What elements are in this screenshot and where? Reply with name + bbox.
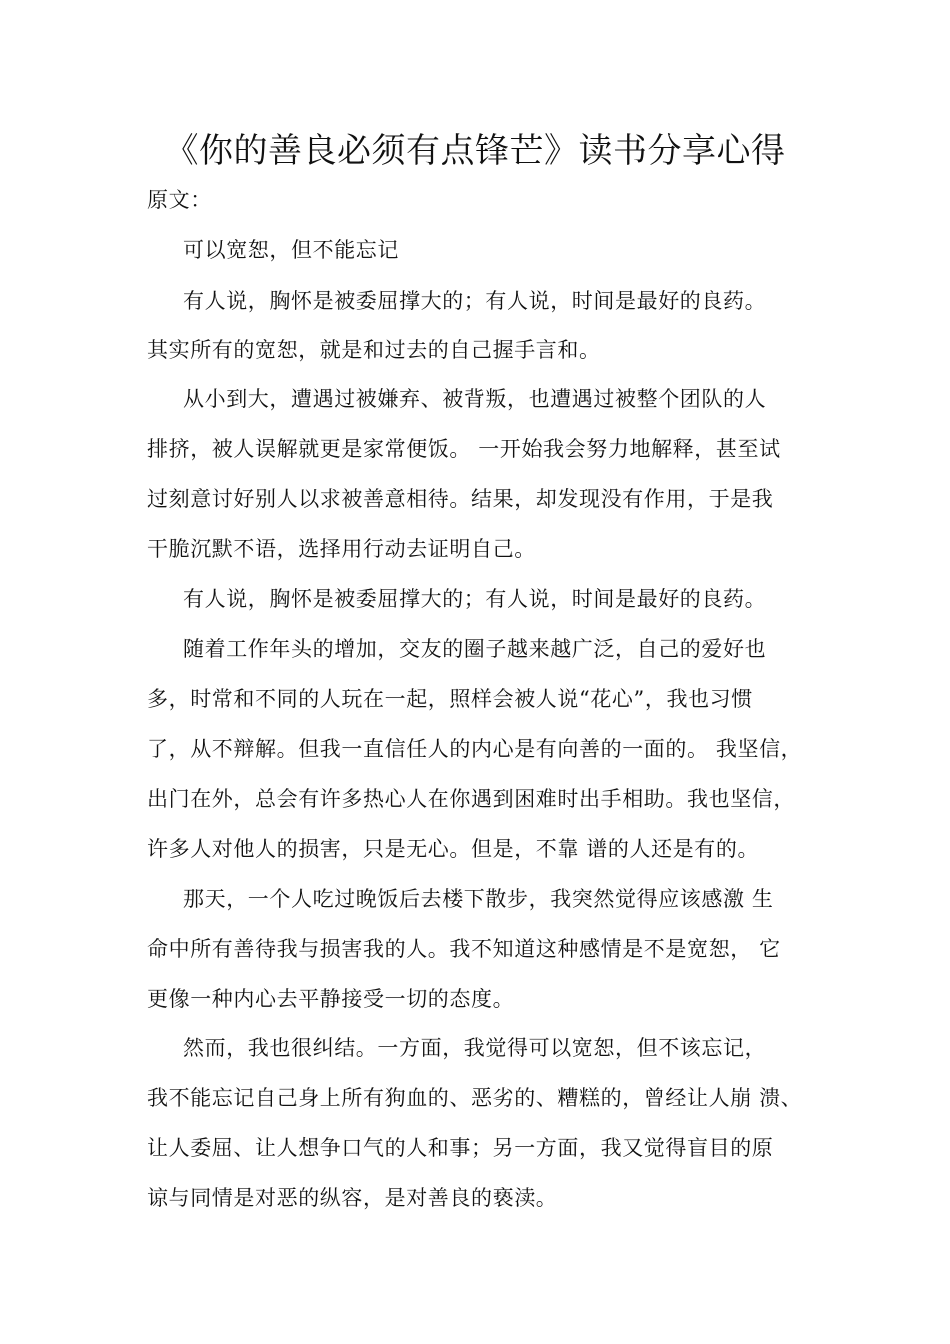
text-line: 更像一种内心去平静接受一切的态度。 (147, 987, 515, 1011)
text-line: 那天，一个人吃过晚饭后去楼下散步，我突然觉得应该感激 生 (183, 887, 774, 911)
text-line: 命中所有善待我与损害我的人。我不知道这种感情是不是宽恕， 它 (147, 937, 781, 961)
text-line: 了，从不辩解。但我一直信任人的内心是有向善的一面的。 我坚信， (147, 737, 803, 761)
text-line: 我不能忘记自己身上所有狗血的、恶劣的、糟糕的，曾经让人崩 溃、 (147, 1086, 803, 1110)
text-line: 可以宽恕，但不能忘记 (183, 238, 399, 262)
text-line: 多，时常和不同的人玩在一起，照样会被人说“花心”，我也习惯 (147, 687, 753, 711)
text-line: 过刻意讨好别人以求被善意相待。结果，却发现没有作用，于是我 (147, 487, 774, 511)
text-line: 然而，我也很纠结。一方面，我觉得可以宽恕，但不该忘记， (183, 1036, 767, 1060)
document-title: 《你的善良必须有点锋芒》读书分享心得 (164, 131, 786, 171)
text-line: 排挤，被人误解就更是家常便饭。 一开始我会努力地解释，甚至试 (147, 437, 781, 461)
text-line: 其实所有的宽恕，就是和过去的自己握手言和。 (147, 338, 601, 362)
text-line: 许多人对他人的损害，只是无心。但是，不靠 谱的人还是有的。 (147, 837, 760, 861)
original-text-label: 原文： (147, 188, 212, 212)
text-line: 干脆沉默不语，选择用行动去证明自己。 (147, 537, 536, 561)
text-line: 从小到大，遭遇过被嫌弃、被背叛，也遭遇过被整个团队的人 (183, 387, 767, 411)
text-line: 出门在外，总会有许多热心人在你遇到困难时出手相助。我也坚信， (147, 787, 795, 811)
text-line: 随着工作年头的增加，交友的圈子越来越广泛，自己的爱好也 (183, 637, 767, 661)
text-line: 有人说，胸怀是被委屈撑大的；有人说，时间是最好的良药。 (183, 289, 767, 313)
text-line: 让人委屈、让人想争口气的人和事；另一方面，我又觉得盲目的原 (147, 1136, 774, 1160)
text-line: 有人说，胸怀是被委屈撑大的；有人说，时间是最好的良药。 (183, 587, 767, 611)
text-line: 谅与同情是对恶的纵容，是对善良的亵渎。 (147, 1186, 558, 1210)
